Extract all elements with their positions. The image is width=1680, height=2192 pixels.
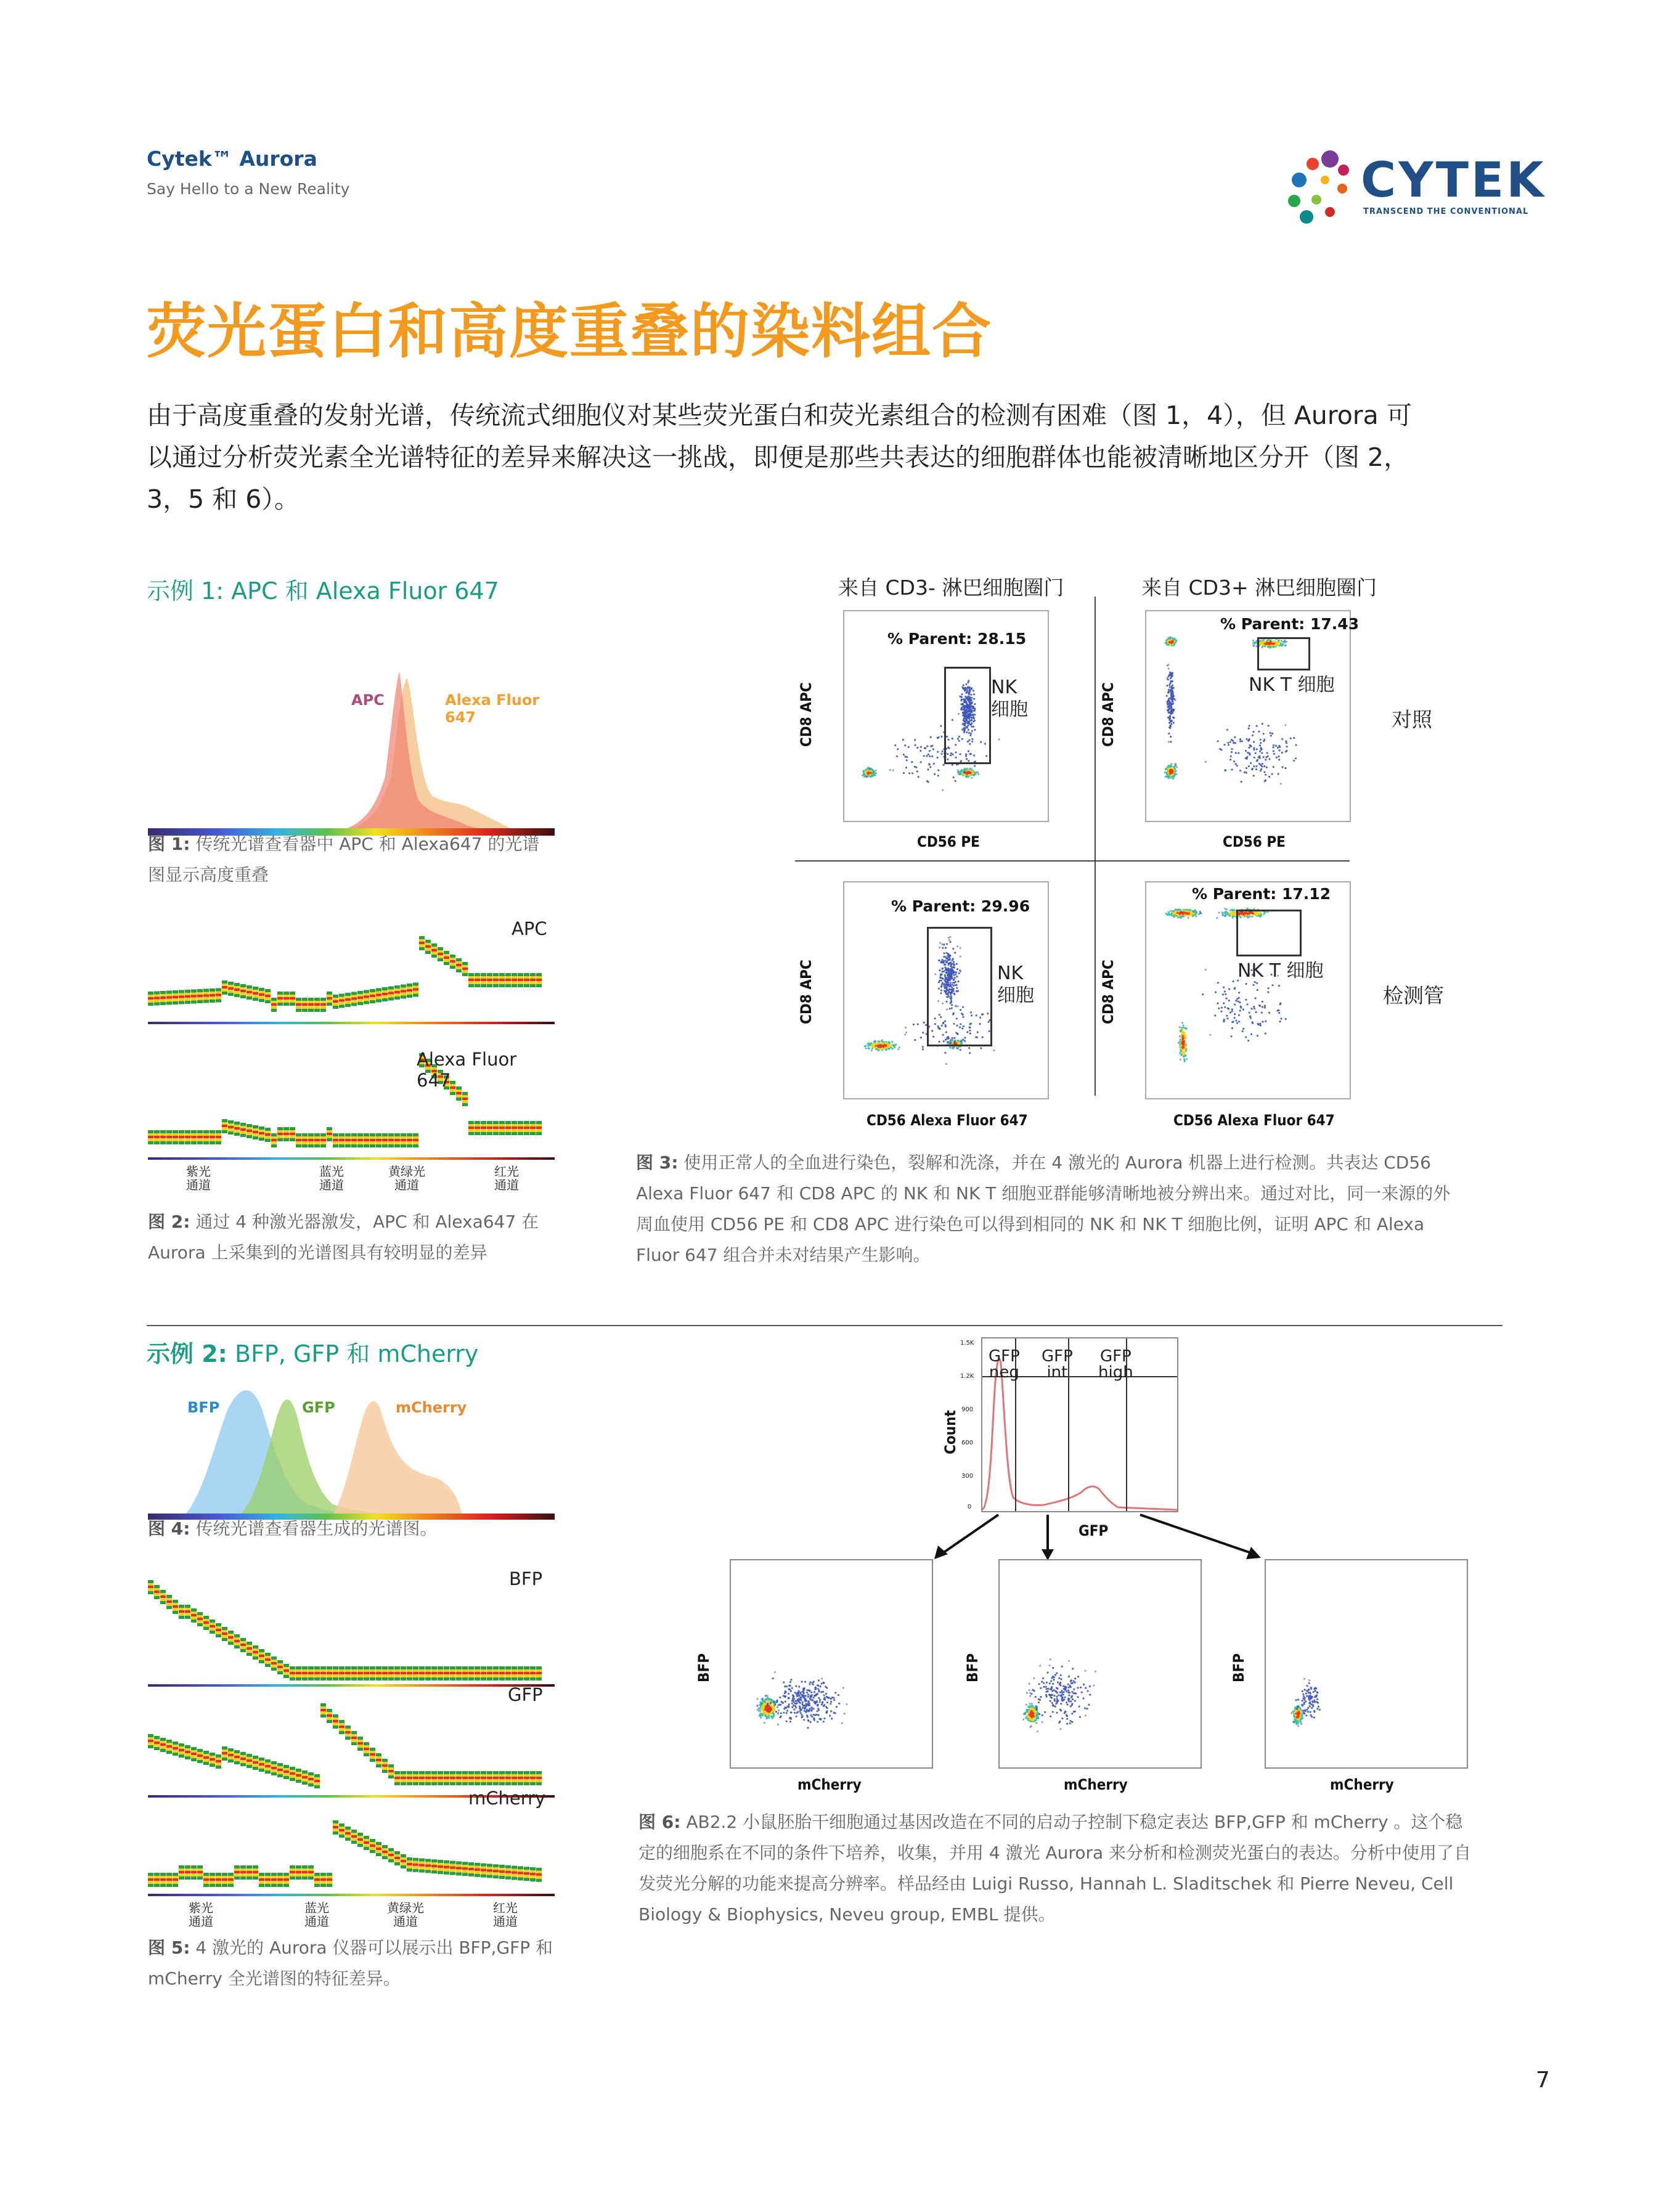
fig2-label-apc: APC (512, 918, 547, 939)
fig2-channel-violet: 紫光 通道 (186, 1164, 211, 1192)
example1-heading (147, 572, 499, 606)
fig3-gate-label-1: NK 细胞 (991, 677, 1028, 720)
fig2-channel-yg: 黄绿光 通道 (388, 1164, 425, 1192)
fig3-caption-text: 使用正常人的全血进行染色，裂解和洗涤，并在 4 激光的 Aurora 机器上进行检测。共表达 CD56 Alexa Fluor 647 和 CD8 APC 的 NK 和 NK T 细胞亚群能够清晰地被分辨出来。通过对比，同一来源的外周血使用 CD56 PE 和 CD8 APC 进行染色可以得到相同的 NK 和 NK T 细胞比例，证明 APC 和 Alexa Fluor 647 组合并未对结果产生影响。 (636, 1152, 1451, 1265)
fig4-label-mcherry: mCherry (396, 1399, 467, 1416)
fig5-caption-label: 图 5: (148, 1937, 190, 1958)
fig6-xlabel-1: mCherry (797, 1776, 862, 1793)
fig6-scatter-neg-svg (731, 1560, 932, 1767)
fig6-ytick-0: 1.5K (960, 1340, 974, 1347)
fig6-ylabel-2: BFP (964, 1653, 981, 1682)
logo-text: CYTEK (1361, 153, 1546, 208)
fig3-xlabel-4: CD56 Alexa Fluor 647 (1173, 1112, 1335, 1129)
example2-heading-prefix: 示例 2: (147, 1340, 227, 1367)
fig2-caption (148, 1207, 542, 1268)
fig3-plot-4 (1097, 881, 1368, 1128)
fig3-gate-1 (944, 667, 991, 764)
fig3-caption-label: 图 3: (636, 1152, 679, 1173)
fig4-caption-label: 图 4: (148, 1518, 190, 1539)
fig1-caption (148, 829, 542, 890)
fig5-label-bfp: BFP (509, 1568, 543, 1589)
fig3-ylabel-2: CD8 APC (1099, 682, 1117, 747)
fig4-caption-text: 传统光谱查看器生成的光谱图。 (190, 1518, 438, 1539)
fig2-caption-label: 图 2: (148, 1212, 190, 1232)
brand-tagline: Say Hello to a New Reality (147, 180, 350, 198)
fig5-channel-red: 红光 通道 (493, 1901, 518, 1929)
fig4-caption (148, 1514, 555, 1544)
fig3-plot-2 (1097, 610, 1368, 857)
fig3-ylabel-3: CD8 APC (797, 960, 815, 1024)
example1-heading-text: APC 和 Alexa Fluor 647 (224, 577, 499, 605)
example1-heading-prefix: 示例 1: (147, 577, 224, 605)
fig6-scatter-high-svg (1266, 1560, 1467, 1767)
fig5-label-gfp: GFP (508, 1684, 543, 1705)
fig3-divider-h (795, 860, 1350, 862)
fig6-ylabel-3: BFP (1230, 1653, 1247, 1682)
fig1-label-apc: APC (351, 691, 385, 709)
fig3-gate-2 (1257, 637, 1310, 670)
fig3-col1-title: 来自 CD3- 淋巴细胞圈门 (838, 576, 1064, 600)
fig6-ytick-1: 1.2K (960, 1373, 974, 1380)
fig5-spectra (148, 1568, 555, 1938)
fig2-label-af647: Alexa Fluor 647 (417, 1049, 517, 1091)
fig3-gate-4 (1236, 910, 1302, 956)
fig6-arrows (924, 1509, 1417, 1564)
fig5-caption-text: 4 激光的 Aurora 仪器可以展示出 BFP,GFP 和 mCherry 全光谱图的特征差异。 (148, 1937, 553, 1989)
cytek-logo (1282, 148, 1546, 228)
fig6-xlabel-2: mCherry (1064, 1776, 1128, 1793)
fig6-gate-high: GFP high (1098, 1347, 1133, 1382)
fig5-channel-blue: 蓝光 通道 (304, 1901, 329, 1929)
fig3-caption (636, 1147, 1462, 1271)
fig6-gate-neg: GFP neg (989, 1347, 1020, 1382)
fig5-caption (148, 1933, 555, 1994)
fig6-scatter-int-svg (1000, 1560, 1201, 1767)
fig3-pct-1: % Parent: 28.15 (887, 630, 1027, 648)
fig3-row2-label: 检测管 (1383, 984, 1444, 1008)
fig6-hist-xlabel: GFP (1079, 1522, 1109, 1539)
fig6-scatter-int (959, 1559, 1205, 1806)
intro-paragraph: 由于高度重叠的发射光谱，传统流式细胞仪对某些荧光蛋白和荧光素组合的检测有困难（图 1，4），但 Aurora 可以通过分析荧光素全光谱特征的差异来解决这一挑战，即便是那些共表达的细胞群体也能被清晰地区分开（图 2，3，5 和 6）。 (147, 401, 1412, 514)
fig5-channel-violet: 紫光 通道 (189, 1901, 213, 1929)
fig6-scatter-neg (690, 1559, 937, 1806)
example2-heading-text: BFP, GFP 和 mCherry (227, 1340, 479, 1367)
fig3-xlabel-1: CD56 PE (917, 833, 980, 850)
fig3-divider-v (1095, 597, 1096, 1096)
fig6-ytick-5: 0 (968, 1504, 972, 1510)
fig3-gate-label-4: NK T 细胞 (1238, 960, 1324, 982)
fig2-spectra (148, 918, 555, 1192)
logo-tagline: TRANSCEND THE CONVENTIONAL (1363, 207, 1529, 216)
fig1-caption-text: 传统光谱查看器中 APC 和 Alexa647 的光谱图显示高度重叠 (148, 834, 540, 885)
fig3-pct-3: % Parent: 29.96 (891, 897, 1030, 915)
fig5-channel-yg: 黄绿光 通道 (387, 1901, 424, 1929)
fig6-gate-int: GFP int (1042, 1347, 1073, 1382)
fig1-label-af647: Alexa Fluor 647 (445, 691, 540, 726)
fig4-label-gfp: GFP (302, 1399, 335, 1416)
fig2-caption-text: 通过 4 种激光器激发，APC 和 Alexa647 在 Aurora 上采集到的光谱图具有较明显的差异 (148, 1212, 539, 1263)
fig3-col2-title: 来自 CD3+ 淋巴细胞圈门 (1141, 576, 1377, 600)
section-divider (147, 1325, 1503, 1326)
fig6-caption-text: AB2.2 小鼠胚胎干细胞通过基因改造在不同的启动子控制下稳定表达 BFP,GFP 和 mCherry 。这个稳定的细胞系在不同的条件下培养，收集，并用 4 激光 Aurora 来分析和检测荧光蛋白的表达。分析中使用了自发荧光分解的功能来提高分辨率。样品经由 Luigi Russo, Hannah L. Sladitschek 和 Pierre Neveu, Cell Biology & Biophysics, Neveu group, EMBL 提供。 (638, 1812, 1472, 1925)
fig2-channel-blue: 蓝光 通道 (319, 1164, 344, 1192)
fig4-spectrum (148, 1372, 555, 1520)
fig5-spectra-svg (148, 1568, 555, 1938)
fig3-plot-1 (795, 610, 1066, 857)
fig3-row1-label: 对照 (1392, 707, 1432, 731)
fig3-pct-4: % Parent: 17.12 (1192, 885, 1331, 903)
fig3-xlabel-2: CD56 PE (1223, 833, 1286, 850)
example2-heading (147, 1335, 478, 1369)
brand-title: Cytek™ Aurora (147, 147, 317, 171)
fig6-caption (638, 1807, 1477, 1930)
fig6-ytick-2: 900 (961, 1406, 974, 1413)
fig1-spectrum (148, 653, 555, 838)
fig3-ylabel-1: CD8 APC (797, 682, 815, 747)
fig4-label-bfp: BFP (187, 1399, 220, 1416)
fig6-hist-ylabel: Count (942, 1410, 959, 1454)
fig6-ytick-4: 300 (961, 1473, 974, 1480)
page-number: 7 (1536, 2068, 1550, 2093)
fig3-plot-3 (795, 881, 1066, 1128)
fig2-channel-red: 红光 通道 (494, 1164, 519, 1192)
fig6-ytick-3: 600 (961, 1440, 974, 1446)
fig1-caption-label: 图 1: (148, 834, 190, 854)
page-title: 荧光蛋白和高度重叠的染料组合 (147, 297, 992, 366)
fig3-xlabel-3: CD56 Alexa Fluor 647 (867, 1112, 1028, 1129)
fig3-pct-2: % Parent: 17.43 (1220, 615, 1360, 633)
fig6-scatter-high (1225, 1559, 1472, 1806)
fig6-xlabel-3: mCherry (1330, 1776, 1394, 1793)
fig5-label-mcherry: mCherry (468, 1788, 546, 1809)
fig6-caption-label: 图 6: (638, 1812, 681, 1832)
fig3-ylabel-4: CD8 APC (1099, 960, 1117, 1024)
fig6-ylabel-1: BFP (695, 1653, 712, 1682)
fig3-gate-label-3: NK 细胞 (997, 963, 1034, 1006)
fig3-scatter-2-svg (1146, 611, 1350, 821)
fig3-gate-label-2: NK T 细胞 (1249, 674, 1335, 696)
fig3-gate-3 (927, 927, 992, 1046)
